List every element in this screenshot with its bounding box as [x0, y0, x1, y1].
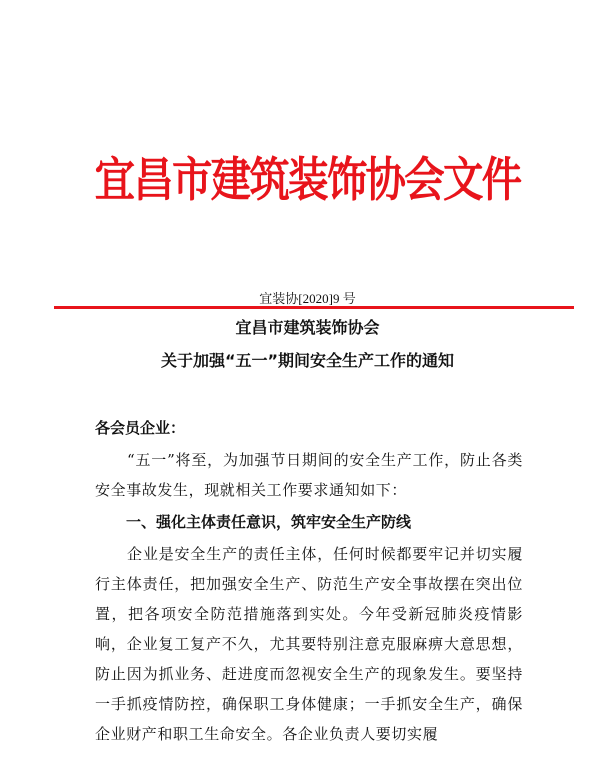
document-header-title: 宜昌市建筑装饰协会文件	[94, 153, 521, 208]
notice-organization: 宜昌市建筑装饰协会	[235, 318, 380, 337]
section-heading: 一、强化主体责任意识，筑牢安全生产防线	[126, 513, 412, 531]
notice-subject-title: 关于加强“五一”期间安全生产工作的通知	[160, 351, 455, 370]
section-body-paragraph: 企业是安全生产的责任主体，任何时候都要牢记并切实履行主体责任，把加强安全生产、防范生产安全事故摆在突出位置，把各项安全防范措施落到实处。今年受新冠肺炎疫情影响，企业复工复产不久，尤其要特别注意克服麻痹大意思想，防止因为抓业务、赶进度而忽视安全生产的现象发生。要坚持一手抓疫情防控，确保职工身体健康；一手抓安全生产，确保企业财产和职工生命安全。各企业负责人要切实履	[95, 545, 523, 743]
intro-paragraph: “五一”将至，为加强节日期间的安全生产工作，防止各类安全事故发生，现就相关工作要求通知如下：	[95, 451, 523, 499]
document-number: 宜装协[2020]9 号	[259, 291, 356, 306]
salutation: 各会员企业：	[95, 419, 186, 437]
red-divider-line	[54, 306, 574, 309]
